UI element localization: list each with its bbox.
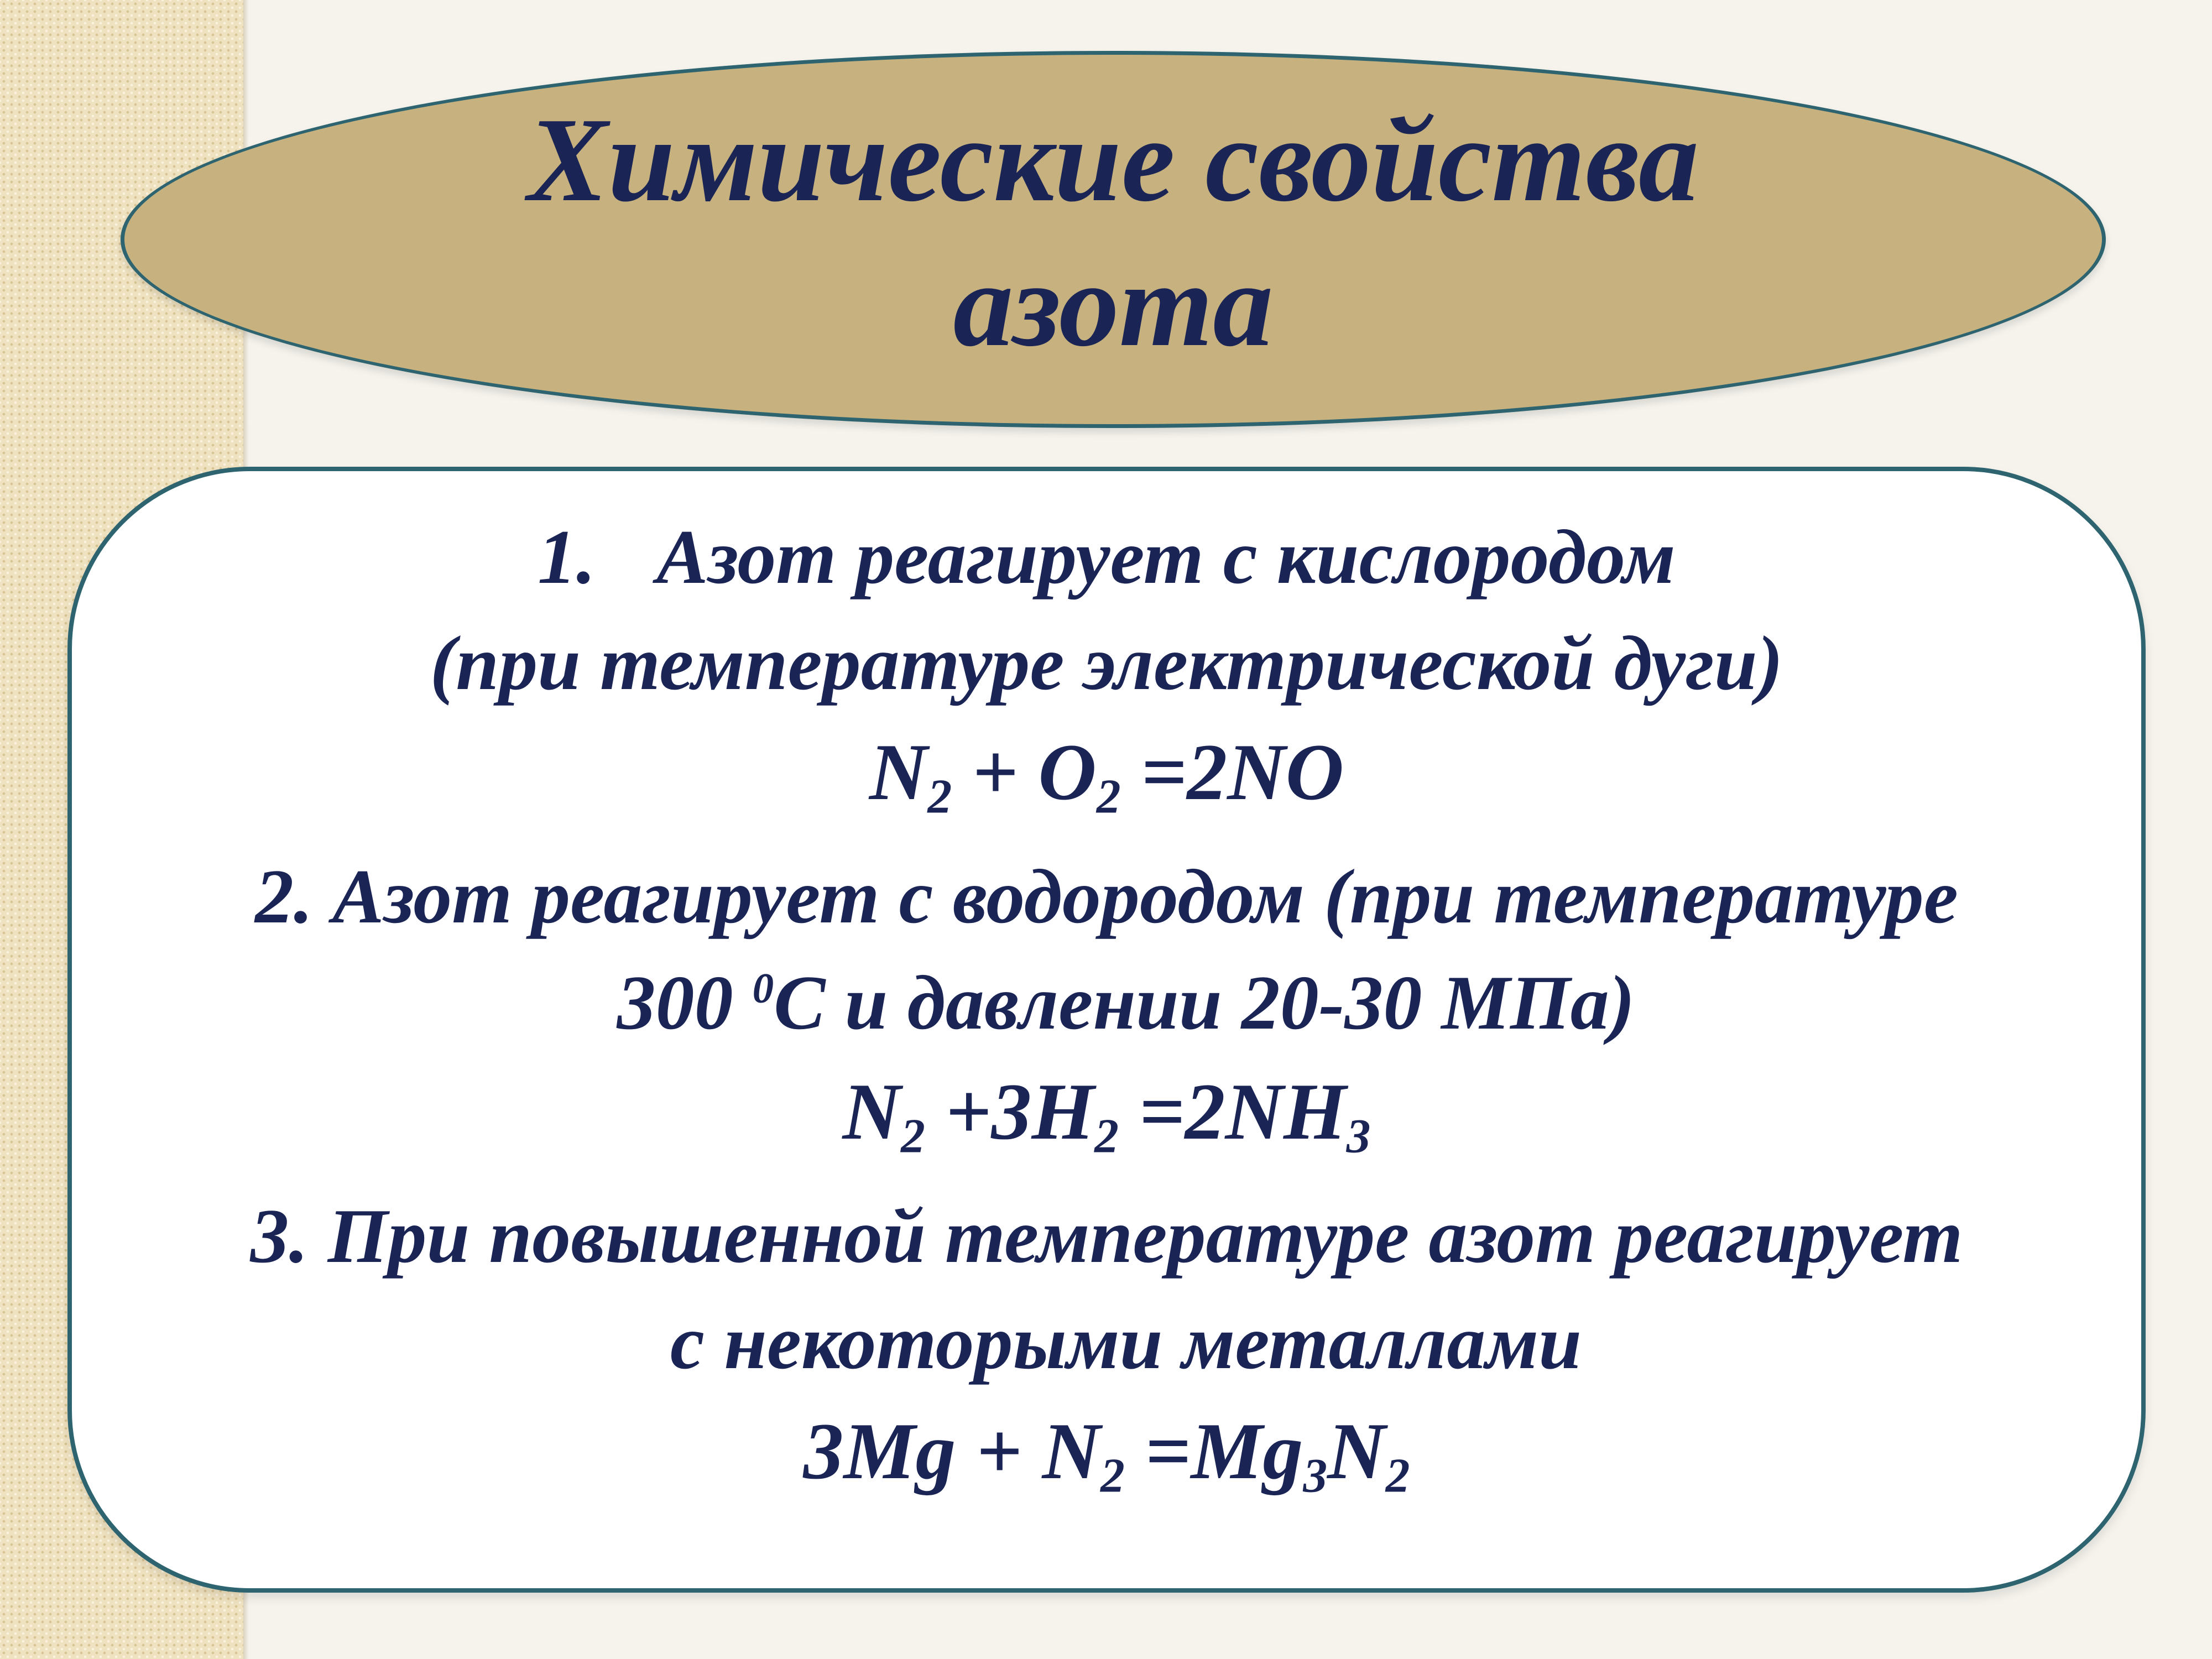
eq-2-part: +3H [925, 1067, 1095, 1156]
item-1-condition: (при температуре электрической дуги) [430, 620, 1783, 706]
eq-3-subscript: 2 [1100, 1448, 1125, 1503]
eq-2-subscript: 3 [1346, 1109, 1371, 1163]
eq-3-part: 3Mg + N [803, 1406, 1101, 1496]
eq-2-subscript: 2 [1094, 1109, 1119, 1163]
item-1-equation [72, 717, 2141, 827]
eq-1-part: + O [952, 727, 1097, 817]
eq-2-subscript: 2 [901, 1109, 925, 1163]
eq-2-part: =2NH [1118, 1067, 1347, 1156]
item-1-heading [72, 504, 2141, 611]
eq-3-subscript: 2 [1385, 1448, 1410, 1503]
eq-2-part: N [842, 1067, 901, 1156]
item-3-continuation: с некоторыми металлами [670, 1300, 1582, 1385]
properties-list [72, 504, 2141, 1506]
eq-3-part: =Mg [1124, 1406, 1303, 1496]
eq-1-part: N [869, 727, 928, 817]
item-3-equation [72, 1396, 2141, 1506]
item-1-text: Азот реагирует с кислородом [656, 514, 1676, 600]
eq-3-part: N [1327, 1406, 1386, 1496]
eq-1-subscript: 2 [1096, 769, 1121, 823]
title-line-1: Химические свойства [527, 93, 1699, 227]
title-oval [121, 51, 2106, 428]
item-1-number: 1. [538, 514, 596, 600]
item-2-degree: 0 [752, 964, 774, 1012]
item-2-condition [72, 950, 2141, 1056]
item-3-heading: 3. При повышенной температуре азот реагирует [250, 1193, 1963, 1279]
item-2-condition-text: С и давлении 20-30 МПа) [774, 960, 1635, 1046]
eq-1-part: =2NO [1120, 727, 1344, 817]
eq-3-subscript: 3 [1303, 1448, 1328, 1503]
item-2-equation [72, 1056, 2141, 1167]
title-line-2: азота [953, 238, 1274, 372]
eq-1-subscript: 2 [927, 769, 952, 823]
item-2-temp: 300 [617, 960, 753, 1046]
content-box [67, 467, 2146, 1593]
item-2-heading: 2. Азот реагирует с водородом (при температуре [255, 854, 1958, 940]
